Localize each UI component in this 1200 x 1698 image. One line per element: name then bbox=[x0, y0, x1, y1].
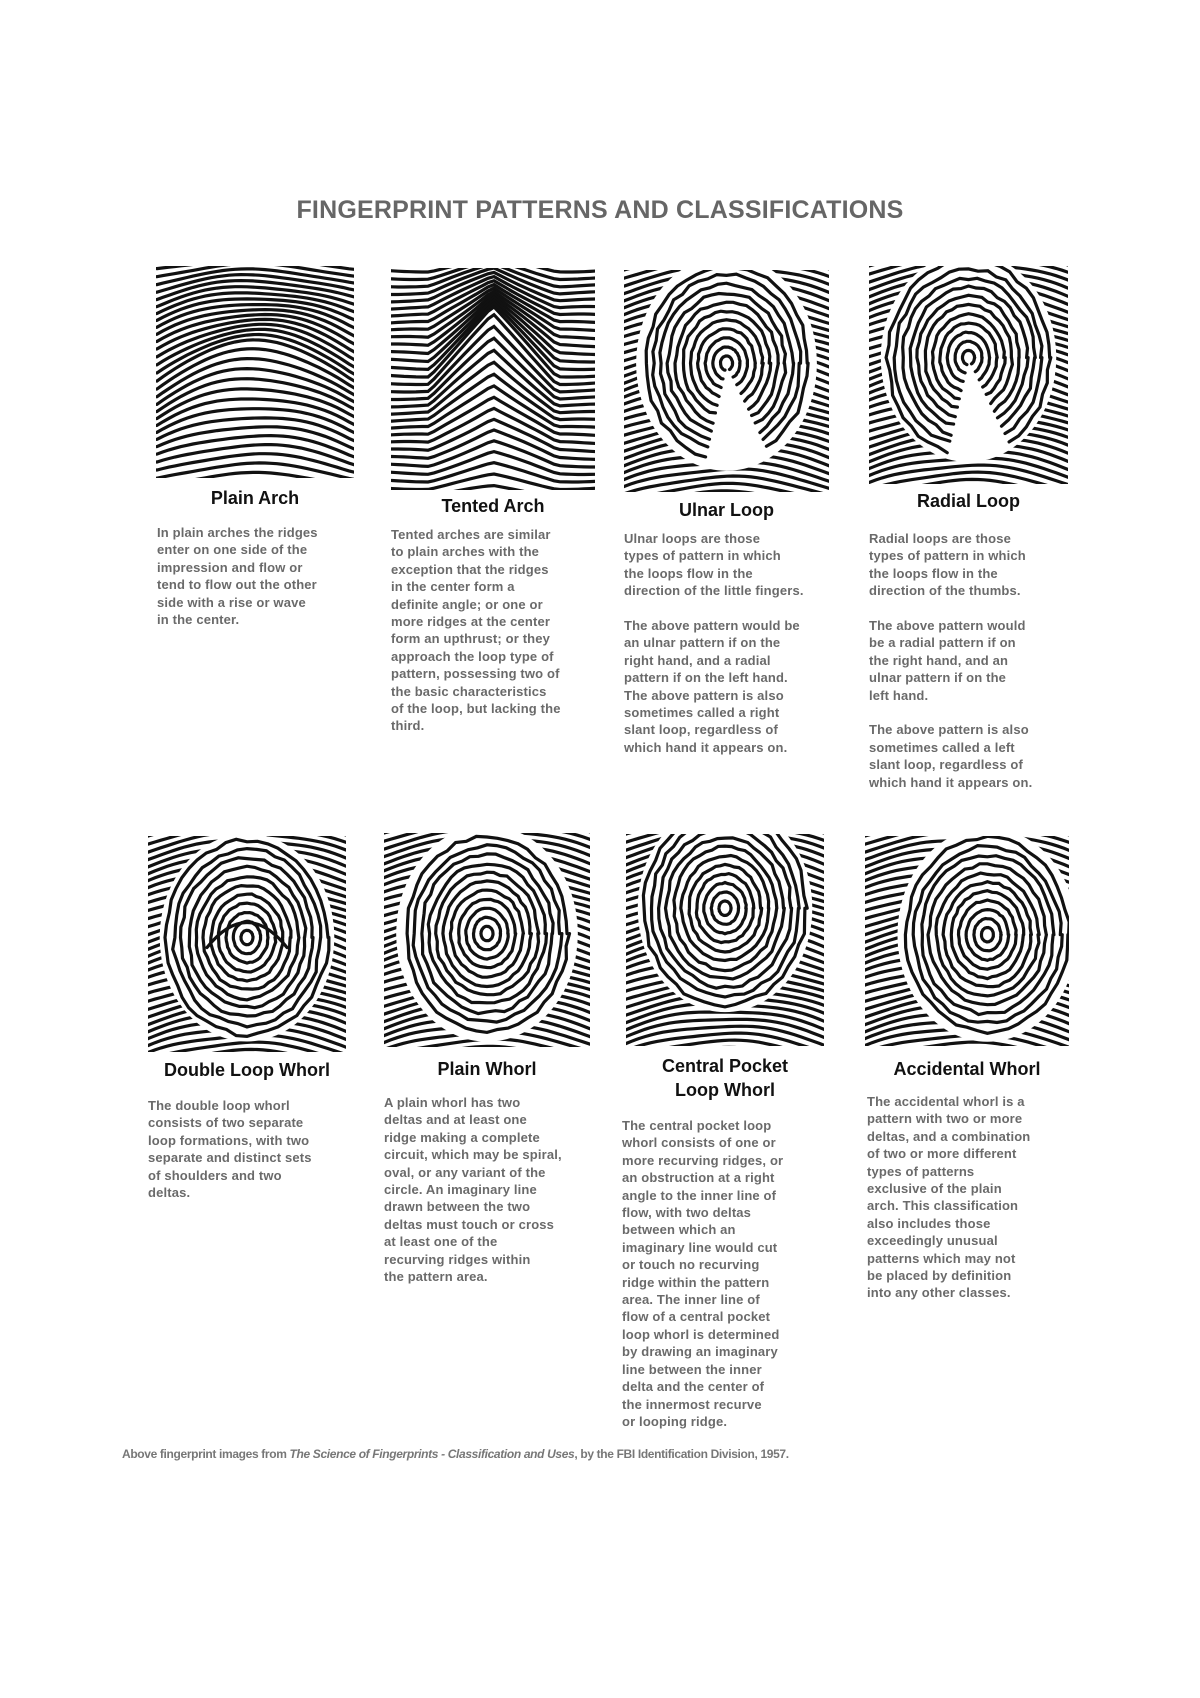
ulnar-loop-fingerprint-image bbox=[624, 270, 829, 492]
tented-arch-title: Tented Arch bbox=[441, 496, 545, 516]
fingerprint-ridges bbox=[869, 266, 1068, 484]
fingerprint-ridges bbox=[624, 270, 829, 492]
plain-arch-title: Plain Arch bbox=[210, 488, 300, 508]
footer-source-title: The Science of Fingerprints - Classification and Uses bbox=[289, 1447, 575, 1461]
central-pocket-loop-whorl-fingerprint-image bbox=[626, 834, 824, 1046]
card-double-loop-whorl bbox=[148, 836, 346, 1052]
plain-whorl-title: Plain Whorl bbox=[437, 1059, 537, 1079]
card-tented-arch bbox=[391, 268, 595, 490]
fingerprint-ridges bbox=[384, 833, 590, 1047]
accidental-whorl-title: Accidental Whorl bbox=[893, 1059, 1041, 1079]
footer-prefix: Above fingerprint images from bbox=[122, 1447, 290, 1461]
card-radial-loop bbox=[869, 266, 1068, 484]
accidental-whorl-fingerprint-image bbox=[865, 836, 1069, 1046]
fingerprint-ridges bbox=[148, 836, 346, 1052]
plain-arch-description: In plain arches the ridges enter on one side of the impression and flow or tend to flow out the other side with a rise or wave in the center. bbox=[157, 525, 318, 628]
fingerprint-ridges bbox=[626, 834, 824, 1046]
card-central-pocket-loop-whorl bbox=[626, 834, 824, 1046]
card-ulnar-loop bbox=[624, 270, 829, 492]
double-loop-whorl-description: The double loop whorl consists of two separate loop formations, with two separate and distinct sets of shoulders and two deltas. bbox=[148, 1098, 312, 1201]
footer-suffix: , by the FBI Identification Division, 1957. bbox=[574, 1447, 789, 1461]
fingerprint-ridges bbox=[156, 266, 354, 478]
ulnar-loop-title: Ulnar Loop bbox=[679, 500, 774, 520]
radial-loop-title: Radial Loop bbox=[917, 491, 1020, 511]
accidental-whorl-description: The accidental whorl is a pattern with two or more deltas, and a combination of two or more different types of patterns exclusive of the plain arch. This classification also includes those exceedingly unusual patterns which may not be placed by definition into any other classes. bbox=[867, 1094, 1031, 1301]
fingerprint-ridges bbox=[391, 268, 595, 490]
radial-loop-description: Radial loops are those types of pattern in which the loops flow in the direction of the thumbs. The above pattern would be a radial pattern if on the right hand, and an ulnar pattern if on the left hand. The above pattern is also sometimes called a left slant loop, regardless of which hand it appears on. bbox=[869, 531, 1033, 790]
page-title: FINGERPRINT PATTERNS AND CLASSIFICATIONS bbox=[296, 196, 904, 224]
ulnar-loop-description: Ulnar loops are those types of pattern in which the loops flow in the direction of the little fingers. The above pattern would be an ulnar pattern if on the right hand, and a radial pattern if on the left hand. The above pattern is also sometimes called a right slant loop, regardless of which hand it appears on. bbox=[624, 531, 804, 755]
plain-whorl-fingerprint-image bbox=[384, 833, 590, 1047]
double-loop-whorl-fingerprint-image bbox=[148, 836, 346, 1052]
radial-loop-fingerprint-image bbox=[869, 266, 1068, 484]
double-loop-whorl-title: Double Loop Whorl bbox=[164, 1060, 330, 1080]
central-pocket-loop-whorl-description: The central pocket loop whorl consists of one or more recurving ridges, or an obstruction at a right angle to the inner line of flow, with two deltas between which an imaginary line would cut or touch no recurving ridge within the pattern area. The inner line of flow of a central pocket loop whorl is determined by drawing an imaginary line between the inner delta and the center of the innermost recurve or looping ridge. bbox=[622, 1118, 784, 1429]
tented-arch-description: Tented arches are similar to plain arches with the exception that the ridges in the center form a definite angle; or one or more ridges at the center form an upthrust; or they approach the loop type of pattern, possessing two of the basic characteristics of the loop, but lacking the third. bbox=[391, 527, 561, 734]
card-plain-arch bbox=[156, 266, 354, 478]
tented-arch-fingerprint-image bbox=[391, 268, 595, 490]
image-source-footer bbox=[122, 1447, 789, 1461]
card-accidental-whorl bbox=[865, 836, 1069, 1046]
plain-arch-fingerprint-image bbox=[156, 266, 354, 478]
fingerprint-ridges bbox=[865, 836, 1069, 1046]
plain-whorl-description: A plain whorl has two deltas and at least one ridge making a complete circuit, which may be spiral, oval, or any variant of the circle. An imaginary line drawn between the two deltas must touch or cross at least one of the recurving ridges within the pattern area. bbox=[384, 1095, 562, 1285]
central-pocket-loop-whorl-title: Central Pocket Loop Whorl bbox=[661, 1056, 789, 1100]
card-plain-whorl bbox=[384, 833, 590, 1047]
